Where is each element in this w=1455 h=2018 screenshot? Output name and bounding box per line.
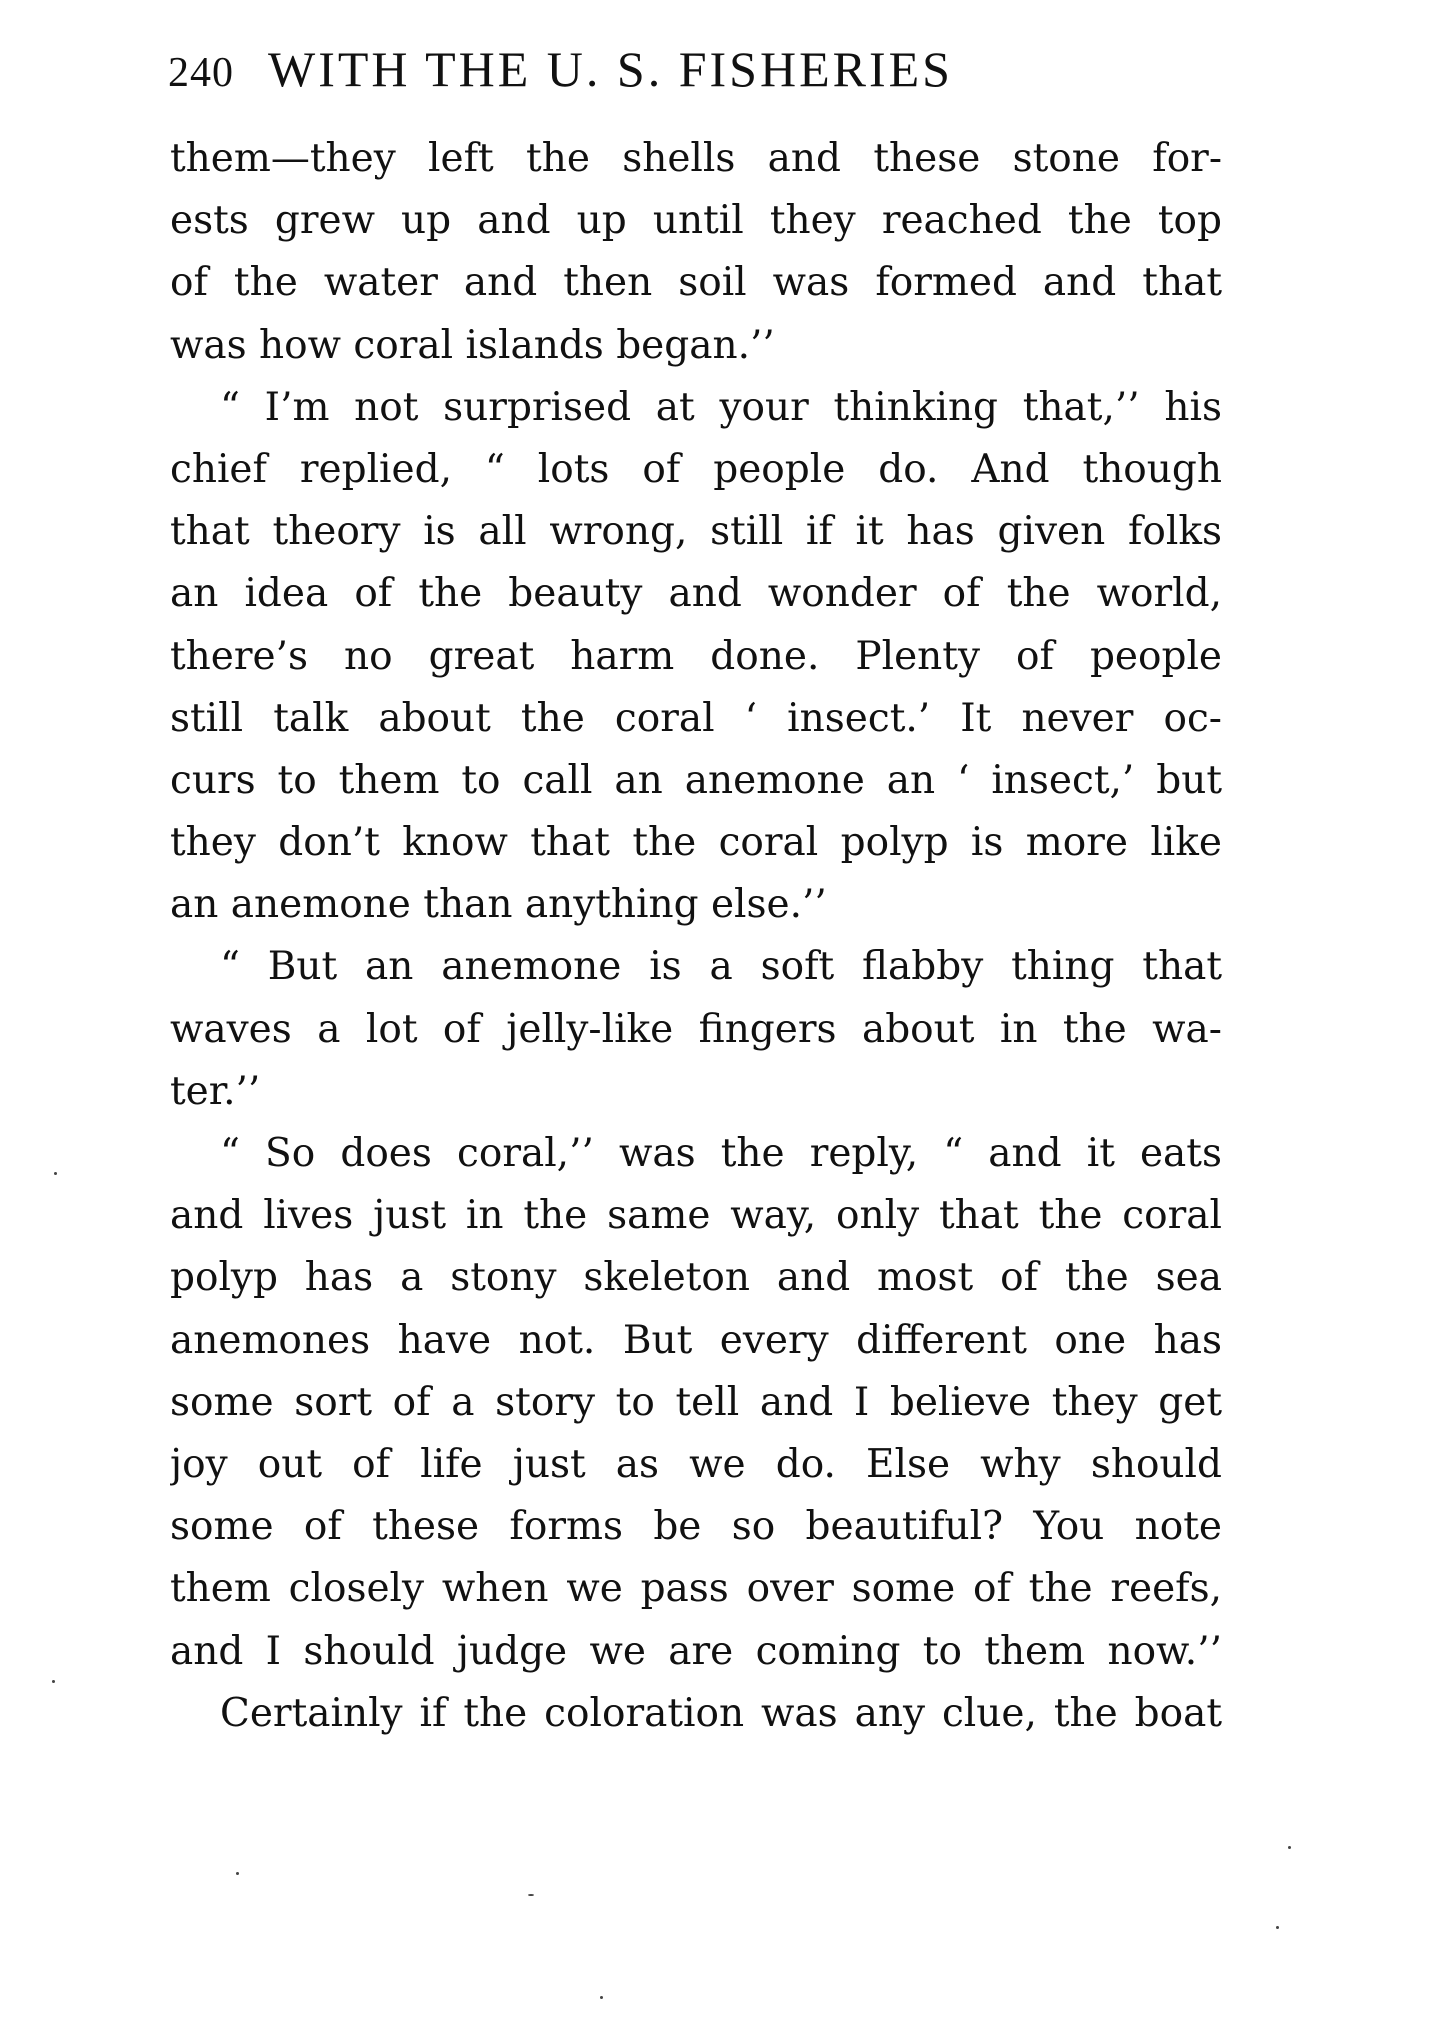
- paragraph-start-line: Certainly if the coloration was any clue, the boat: [220, 1690, 1222, 1736]
- text-line: they don’t know that the coral polyp is more like: [170, 820, 1222, 866]
- scan-speck: [1276, 1926, 1279, 1929]
- page-number: 240: [168, 50, 234, 96]
- running-title: WITH THE U. S. FISHERIES: [268, 41, 953, 97]
- text-line: an anemone than anything else.’’: [170, 882, 827, 928]
- paragraph-start-line: “ But an anemone is a soft flabby thing that: [220, 944, 1222, 990]
- scan-speck: [1288, 1846, 1291, 1849]
- body-text: [170, 128, 1222, 1745]
- text-line: ests grew up and up until they reached the top: [170, 198, 1222, 244]
- text-line: them—they left the shells and these stone for-: [170, 136, 1222, 181]
- text-line: chief replied, “ lots of people do. And though: [170, 446, 1222, 492]
- text-line: joy out of life just as we do. Else why should: [170, 1441, 1222, 1487]
- text-line: waves a lot of jelly-like fingers about in the wa-: [170, 1006, 1222, 1052]
- scan-speck: [236, 1872, 239, 1875]
- scan-speck: [528, 1894, 534, 1896]
- text-line: some sort of a story to tell and I believe they get: [170, 1379, 1222, 1425]
- text-line: of the water and then soil was formed and that: [170, 260, 1222, 306]
- text-line: and I should judge we are coming to them now.’’: [170, 1628, 1222, 1674]
- text-line: there’s no great harm done. Plenty of people: [170, 633, 1222, 679]
- paragraph-start-line: “ So does coral,’’ was the reply, “ and it eats: [220, 1131, 1222, 1176]
- text-line: and lives just in the same way, only that the coral: [170, 1193, 1222, 1239]
- scan-speck: [52, 1680, 55, 1683]
- text-line: polyp has a stony skeleton and most of the sea: [170, 1255, 1222, 1301]
- paragraph-start-line: “ I’m not surprised at your thinking that,’’ his: [220, 384, 1222, 430]
- scan-speck: [54, 1172, 57, 1175]
- text-line: ter.’’: [170, 1068, 261, 1114]
- text-line: curs to them to call an anemone an ‘ insect,’ but: [170, 757, 1222, 803]
- text-line: them closely when we pass over some of the reefs,: [170, 1566, 1222, 1612]
- text-line: some of these forms be so beautiful? You note: [170, 1504, 1222, 1550]
- scan-speck: [600, 1996, 603, 1999]
- text-line: anemones have not. But every different one has: [170, 1317, 1222, 1363]
- text-line: still talk about the coral ‘ insect.’ It never oc-: [170, 695, 1222, 741]
- text-line: was how coral islands began.’’: [170, 322, 775, 368]
- text-line: that theory is all wrong, still if it has given folks: [170, 509, 1222, 555]
- text-line: an idea of the beauty and wonder of the world,: [170, 571, 1222, 617]
- running-head: [168, 40, 1228, 110]
